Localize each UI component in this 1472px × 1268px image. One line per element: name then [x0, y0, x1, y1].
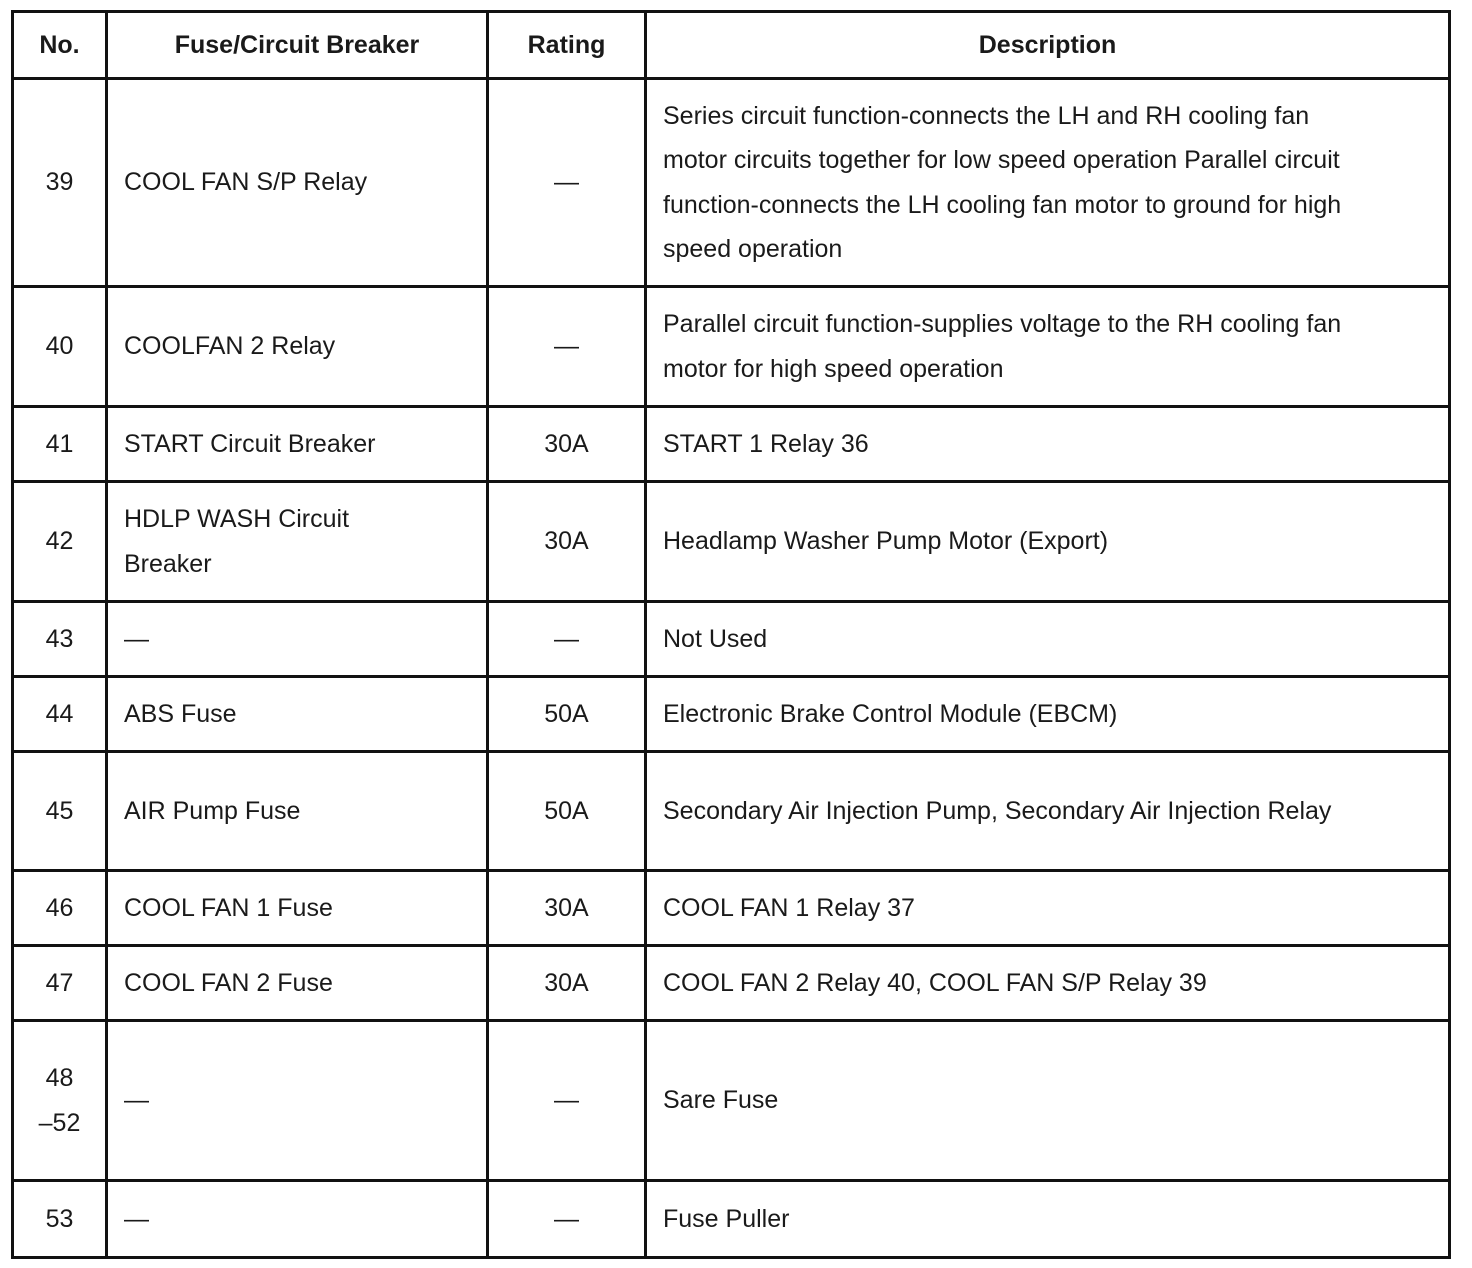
row-fuse: —	[107, 602, 488, 677]
header-no: No.	[13, 12, 107, 79]
row-rating: 30A	[488, 482, 646, 602]
row-no: 43	[13, 602, 107, 677]
row-fuse: —	[107, 1181, 488, 1258]
row-no-range	[13, 1021, 107, 1181]
row-rating: 50A	[488, 752, 646, 871]
table-row	[13, 677, 1450, 752]
row-rating: 50A	[488, 677, 646, 752]
table-row	[13, 287, 1450, 407]
row-fuse: AIR Pump Fuse	[107, 752, 488, 871]
row-fuse: COOL FAN 1 Fuse	[107, 871, 488, 946]
row-description: COOL FAN 2 Relay 40, COOL FAN S/P Relay 39	[646, 946, 1450, 1021]
row-description: Sare Fuse	[646, 1021, 1450, 1181]
row-rating: 30A	[488, 871, 646, 946]
table-row	[13, 602, 1450, 677]
table-row	[13, 1021, 1450, 1181]
row-no: 45	[13, 752, 107, 871]
row-description: Series circuit function-connects the LH and RH cooling fan motor circuits together for low speed operation Parallel circuit function-connects the LH cooling fan motor to ground for high speed operation	[646, 79, 1450, 287]
header-rating: Rating	[488, 12, 646, 79]
row-rating: —	[488, 79, 646, 287]
row-description: Not Used	[646, 602, 1450, 677]
row-fuse: COOLFAN 2 Relay	[107, 287, 488, 407]
row-rating: —	[488, 287, 646, 407]
row-rating: —	[488, 1181, 646, 1258]
row-rating: —	[488, 602, 646, 677]
table-row	[13, 752, 1450, 871]
row-description: Parallel circuit function-supplies voltage to the RH cooling fan motor for high speed operation	[646, 287, 1450, 407]
row-description: Secondary Air Injection Pump, Secondary Air Injection Relay	[646, 752, 1450, 871]
row-description: Electronic Brake Control Module (EBCM)	[646, 677, 1450, 752]
row-no: 53	[13, 1181, 107, 1258]
row-rating: —	[488, 1021, 646, 1181]
row-description: START 1 Relay 36	[646, 407, 1450, 482]
header-row	[13, 12, 1450, 79]
fuse-table	[11, 10, 1451, 1259]
row-no: 40	[13, 287, 107, 407]
row-fuse: START Circuit Breaker	[107, 407, 488, 482]
row-no: 47	[13, 946, 107, 1021]
row-fuse: —	[107, 1021, 488, 1181]
row-no: 41	[13, 407, 107, 482]
table-row	[13, 407, 1450, 482]
row-no-range-end: –52	[38, 1108, 81, 1137]
table-row	[13, 482, 1450, 602]
table-row	[13, 946, 1450, 1021]
row-rating: 30A	[488, 407, 646, 482]
row-no: 42	[13, 482, 107, 602]
table-row	[13, 871, 1450, 946]
row-description: Headlamp Washer Pump Motor (Export)	[646, 482, 1450, 602]
row-fuse: HDLP WASH Circuit Breaker	[107, 482, 488, 602]
row-fuse: COOL FAN 2 Fuse	[107, 946, 488, 1021]
header-description: Description	[646, 12, 1450, 79]
row-no: 39	[13, 79, 107, 287]
header-fuse: Fuse/Circuit Breaker	[107, 12, 488, 79]
row-no: 46	[13, 871, 107, 946]
row-fuse: COOL FAN S/P Relay	[107, 79, 488, 287]
table-row	[13, 1181, 1450, 1258]
row-description: Fuse Puller	[646, 1181, 1450, 1258]
row-description: COOL FAN 1 Relay 37	[646, 871, 1450, 946]
row-rating: 30A	[488, 946, 646, 1021]
row-no: 48	[45, 1064, 74, 1092]
row-no: 44	[13, 677, 107, 752]
row-fuse: ABS Fuse	[107, 677, 488, 752]
table-row	[13, 79, 1450, 287]
